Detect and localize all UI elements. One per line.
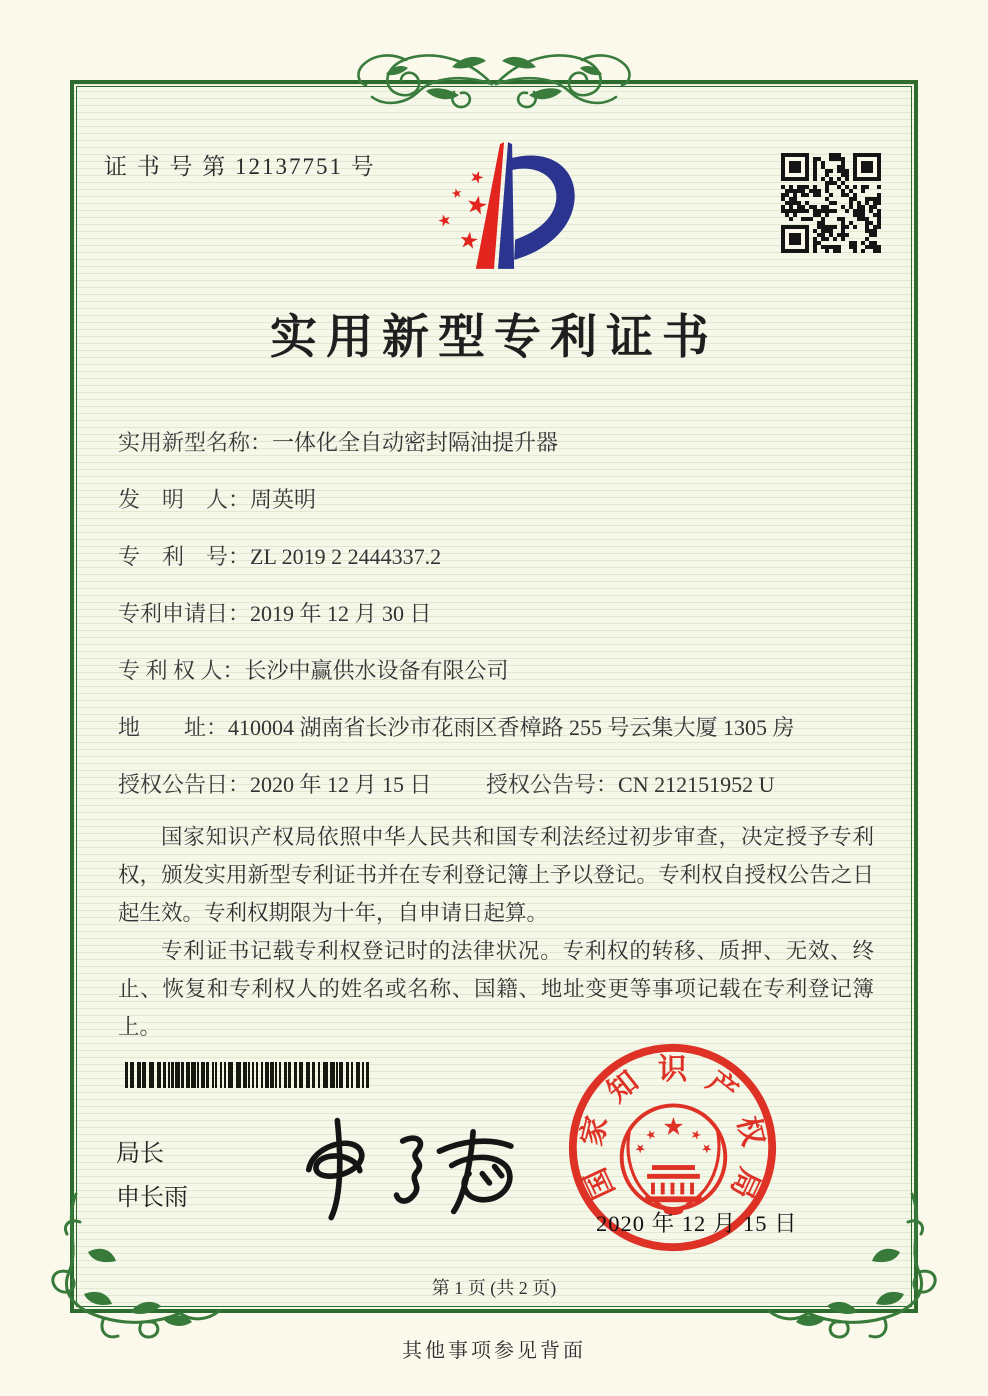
svg-text:局: 局 [723, 1163, 766, 1204]
certificate-title: 实用新型专利证书 [270, 312, 718, 364]
svg-text:产: 产 [700, 1065, 744, 1109]
certificate-number: 证 书 号 第 12137751 号 [104, 154, 376, 179]
field-inventor [118, 483, 316, 514]
field-address [118, 711, 795, 742]
svg-text:识: 识 [657, 1053, 688, 1086]
field-grant-row [118, 768, 775, 799]
national-emblem [622, 1105, 726, 1215]
grant-date: 授权公告日：2020 年 12 月 15 日 [118, 772, 432, 797]
field-utility-model-name [118, 426, 558, 457]
back-side-note: 其他事项参见背面 [402, 1340, 586, 1362]
field-value: 410004 湖南省长沙市花雨区香樟路 255 号云集大厦 1305 房 [228, 715, 795, 740]
commissioner-signature [272, 1106, 517, 1224]
top-center-flourish-ornament [334, 46, 654, 116]
seal-date: 2020 年 12 月 15 日 [596, 1211, 798, 1236]
page-number: 第 1 页 (共 2 页) [431, 1278, 557, 1298]
barcode [125, 1062, 373, 1088]
field-value: 长沙中赢供水设备有限公司 [244, 658, 509, 683]
field-value: 2019 年 12 月 30 日 [250, 601, 432, 626]
legal-text-block [118, 818, 874, 1046]
commissioner-title: 局长 [116, 1141, 164, 1167]
qr-code [781, 153, 881, 253]
svg-text:家: 家 [576, 1113, 615, 1150]
legal-paragraph-2: 专利证书记载专利权登记时的法律状况。专利权的转移、质押、无效、终止、恢复和专利权人的姓名或名称、国籍、地址变更等事项记载在专利登记簿上。 [118, 939, 874, 1039]
field-label: 发 明 人： [118, 487, 251, 512]
legal-paragraph-1: 国家知识产权局依照中华人民共和国专利法经过初步审查，决定授予专利权，颁发实用新型专利证书并在专利登记簿上予以登记。专利权自授权公告之日起生效。专利权期限为十年，自申请日起算。 [118, 825, 874, 925]
field-label: 地 址： [118, 715, 229, 740]
field-label: 专利申请日： [118, 601, 251, 626]
commissioner-name: 申长雨 [116, 1185, 188, 1211]
grant-number: 授权公告号：CN 212151952 U [486, 772, 775, 797]
field-value: ZL 2019 2 2444337.2 [250, 544, 442, 569]
svg-text:权: 权 [730, 1113, 769, 1150]
patent-office-logo-icon [413, 132, 585, 288]
commissioner-block [116, 1132, 188, 1220]
field-value: 周英明 [250, 487, 317, 512]
field-label: 专 利 号： [118, 544, 251, 569]
field-patentee [118, 654, 509, 685]
svg-text:国: 国 [579, 1163, 622, 1204]
field-label: 实用新型名称： [118, 430, 273, 455]
field-patent-number [118, 540, 441, 571]
field-value: 一体化全自动密封隔油提升器 [272, 430, 559, 455]
field-label: 专 利 权 人： [118, 658, 245, 683]
field-filing-date [118, 597, 432, 628]
svg-text:知: 知 [601, 1065, 645, 1109]
